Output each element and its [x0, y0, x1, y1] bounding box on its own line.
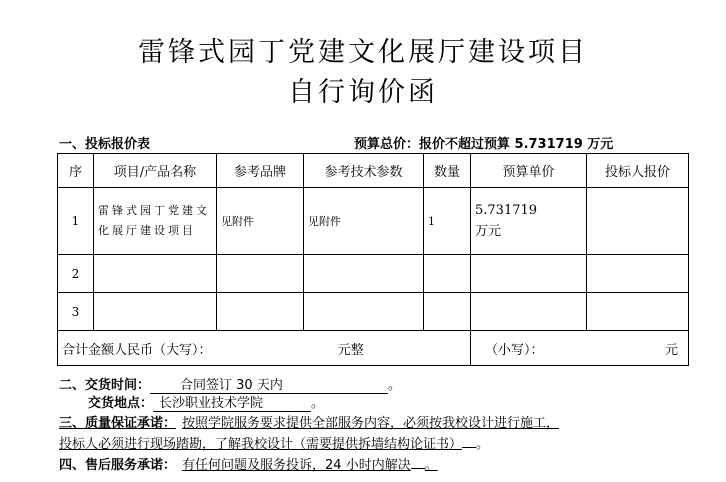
after-sales-value: 有任何问题及服务投诉，24 小时内解决: [182, 458, 411, 473]
delivery-time-period: 。: [388, 378, 402, 393]
budget-note: 预算总价：报价不超过预算 5.731719 万元: [354, 137, 614, 152]
header-unit-price: 预算单价: [471, 154, 587, 188]
row1-spec: 见附件: [304, 188, 424, 255]
row3-spec: [304, 293, 424, 331]
quality-value-1: 按照学院服务要求提供全部服务内容，必须按我校设计进行施工，: [182, 416, 560, 431]
header-brand: 参考品牌: [217, 154, 304, 188]
delivery-time-line: [59, 374, 401, 394]
row3-bid[interactable]: [587, 293, 689, 331]
row2-brand: [217, 255, 304, 293]
total-big-unit: 元整: [337, 342, 364, 358]
header-spec: 参考技术参数: [304, 154, 424, 188]
row2-unit-price: [471, 255, 587, 293]
row3-qty: [424, 293, 471, 331]
table-row: [58, 255, 689, 293]
table-header-row: [58, 154, 689, 188]
delivery-time-value: 合同签订 30 天内: [150, 374, 388, 394]
row2-bid[interactable]: [587, 255, 689, 293]
row1-brand: 见附件: [217, 188, 304, 255]
quality-value-2: 投标人必须进行现场踏勘，了解我校设计（需要提供拆墙结构论证书）: [59, 437, 463, 452]
total-small-cell[interactable]: [471, 331, 689, 366]
row2-name: [94, 255, 217, 293]
after-sales-label: 四、售后服务承诺：: [59, 458, 177, 473]
quotation-table: [57, 153, 689, 366]
table-row: [58, 188, 689, 255]
header-item-name: 项目/产品名称: [94, 154, 217, 188]
row3-unit-price: [471, 293, 587, 331]
total-big-label: 合计金额人民币（大写）：: [62, 342, 212, 358]
header-bid: 投标人报价: [587, 154, 689, 188]
header-qty: 数量: [424, 154, 471, 188]
row2-qty: [424, 255, 471, 293]
after-sales-line: [59, 454, 438, 473]
row1-qty: 1: [424, 188, 471, 255]
document-title: 雷锋式园丁党建文化展厅建设项目: [138, 37, 588, 68]
section-1-heading: 一、投标报价表: [59, 137, 151, 152]
row3-no: 3: [58, 293, 94, 331]
quality-period: 。: [476, 437, 490, 452]
row2-spec: [304, 255, 424, 293]
after-sales-period: 。: [424, 458, 438, 473]
row1-bid[interactable]: [587, 188, 689, 255]
row3-name: [94, 293, 217, 331]
quality-label: 三、质量保证承诺：: [59, 416, 177, 431]
header-no: 序: [58, 154, 94, 188]
quality-line-2: [59, 433, 489, 452]
total-big-cell[interactable]: [58, 331, 471, 366]
row1-no: 1: [58, 188, 94, 255]
row1-unit-price: [471, 188, 587, 255]
row1-price-unit: 万元: [475, 224, 502, 239]
total-small-unit: 元: [664, 342, 678, 358]
row1-price-value: 5.731719: [475, 203, 538, 218]
total-row: [58, 331, 689, 366]
delivery-time-label: 二、交货时间：: [59, 378, 151, 393]
document-subtitle: 自行询价函: [288, 77, 438, 108]
delivery-place-value: 长沙职业技术学院: [153, 392, 311, 412]
row2-no: 2: [58, 255, 94, 293]
delivery-place-period: 。: [311, 396, 325, 411]
total-small-label: （小写）：: [485, 342, 544, 358]
table-row: [58, 293, 689, 331]
quality-line-1: [59, 412, 559, 431]
delivery-place-label: 交货地点：: [88, 396, 154, 411]
row1-name: 雷锋式园丁党建文化展厅建设项目: [94, 188, 217, 255]
delivery-place-line: [88, 392, 324, 412]
row3-brand: [217, 293, 304, 331]
